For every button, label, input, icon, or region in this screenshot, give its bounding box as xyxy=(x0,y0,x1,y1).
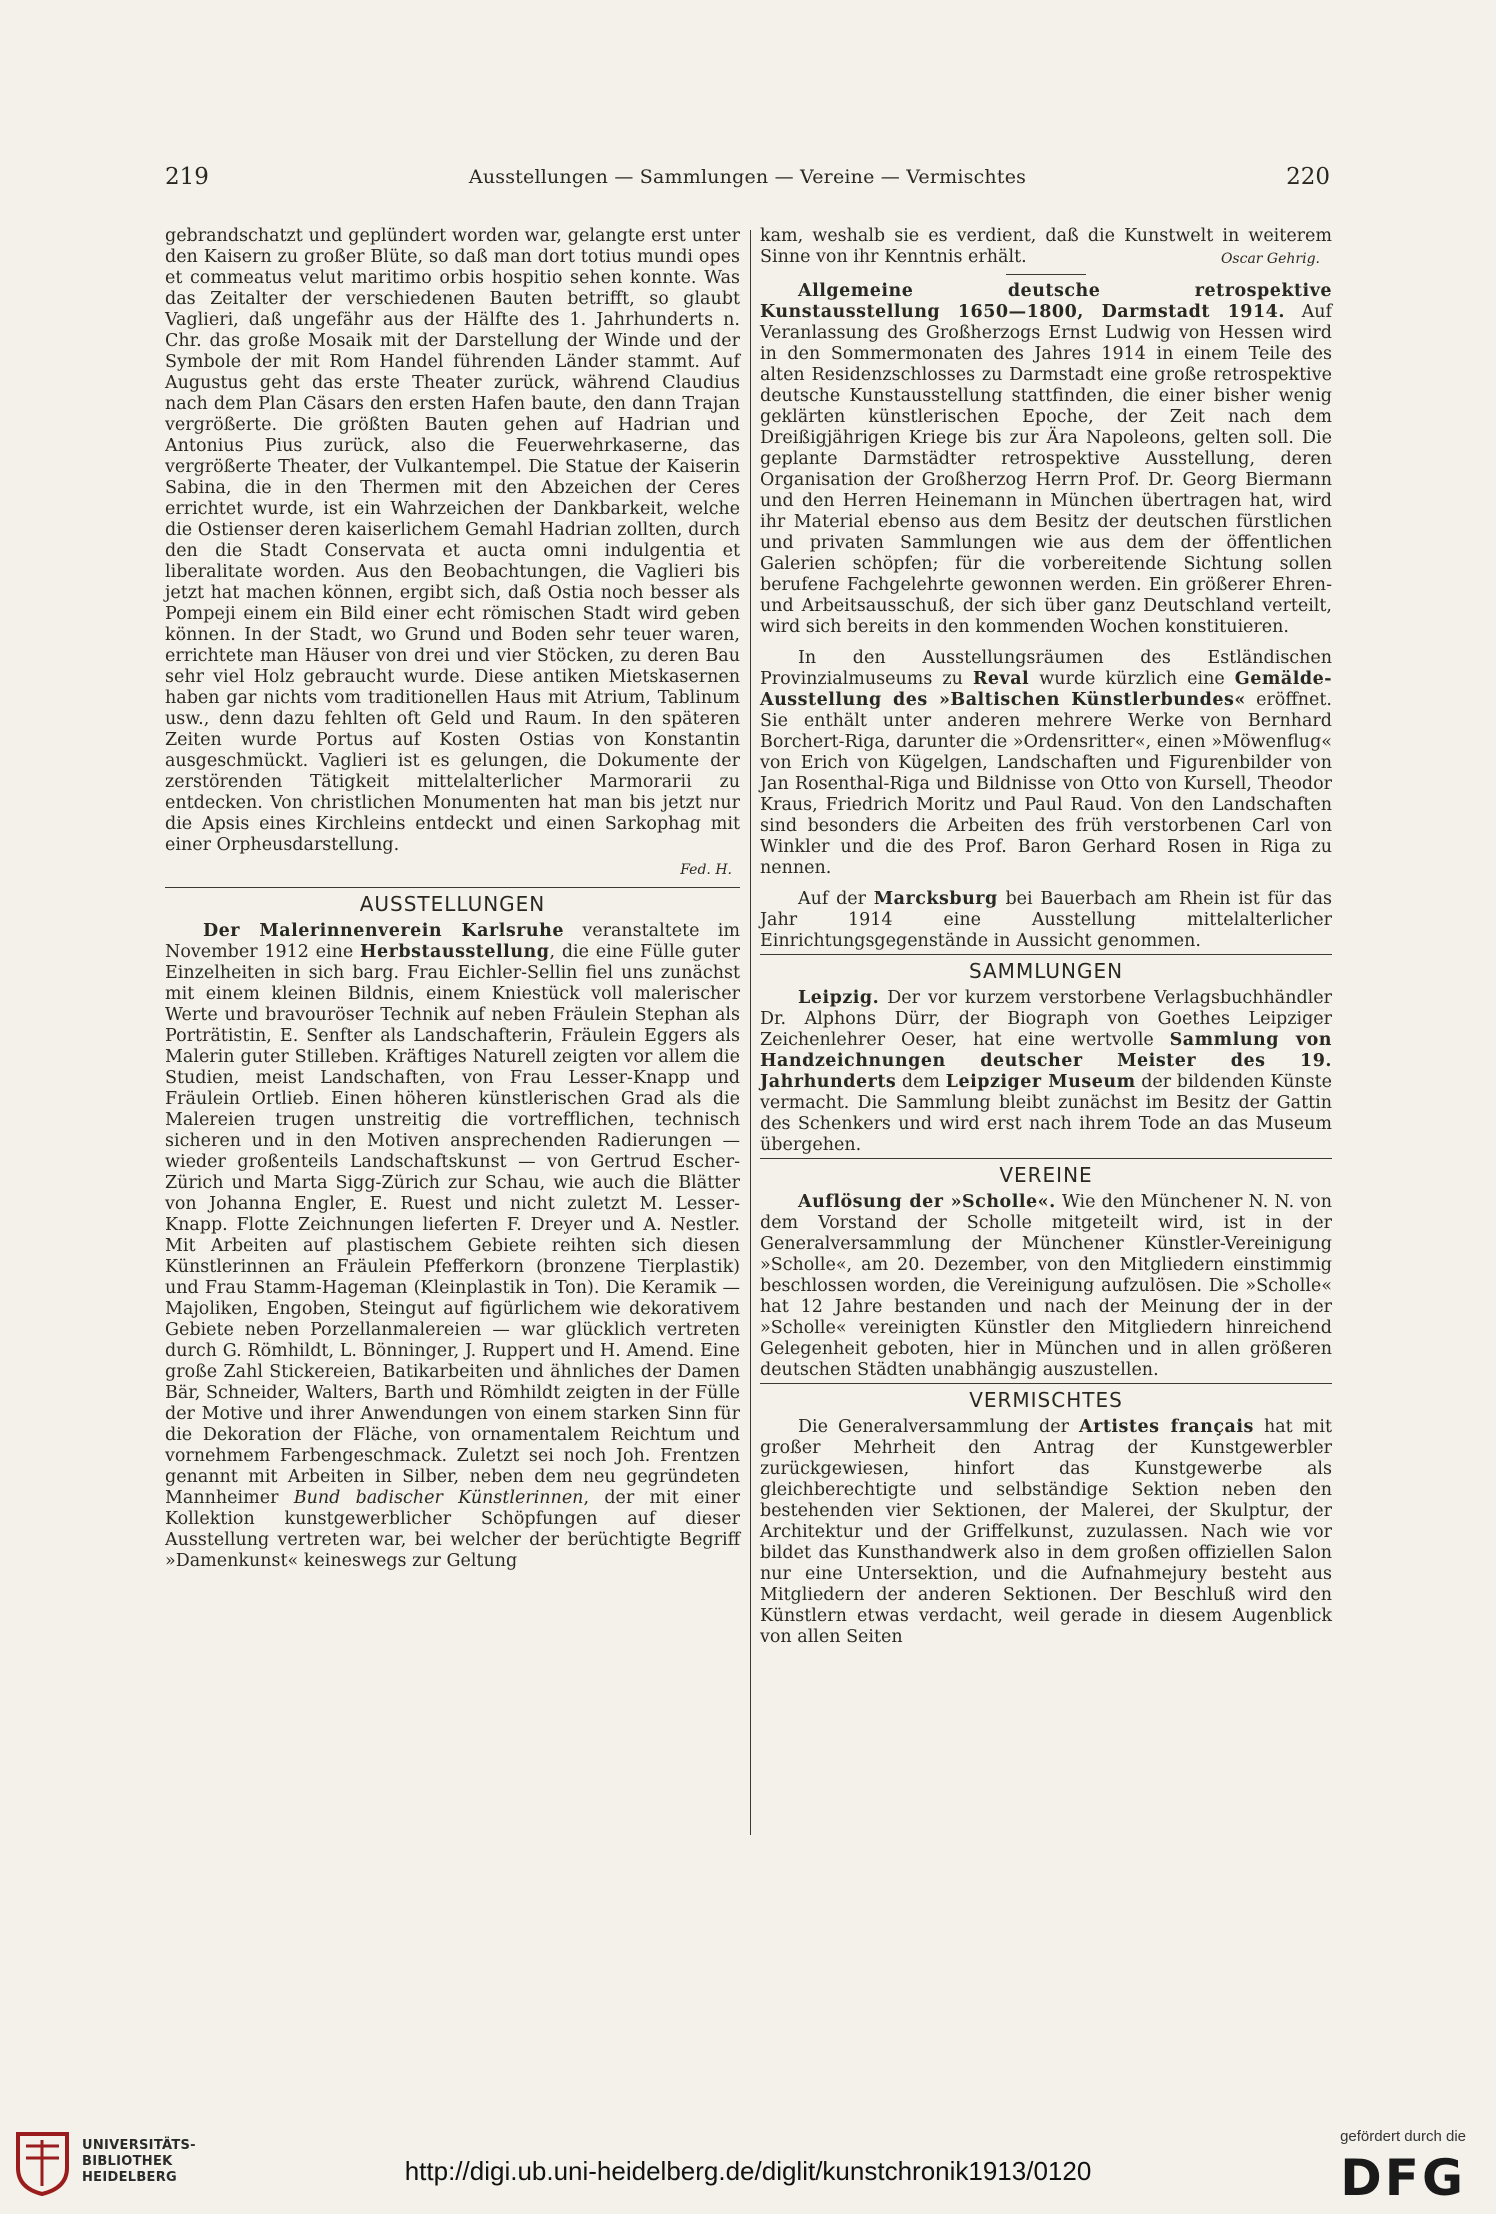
section-rule xyxy=(760,954,1332,955)
section-heading-ausstellungen: AUSSTELLUNGEN xyxy=(359,892,546,916)
page-number-right: 220 xyxy=(1286,164,1330,190)
darmstadt-paragraph xyxy=(760,281,1332,638)
scholle-paragraph xyxy=(760,1192,1332,1381)
text-span: wurde kürzlich eine xyxy=(1029,669,1235,689)
text-span: hat mit großer Mehrheit den Antrag der Kunstgewerbler zurückgewiesen, hinfort das Kunstgewerbe als gleichberechtigte und selbständige Sektion neben den bestehenden vier Sektionen, der Malerei, der Skulptur, der Architektur und der Griffelkunst, zuzulassen. Nach wie vor bildet das Kunsthandwerk also in dem großen offiziellen Salon nur eine Untersektion, und die Aufnahmejury besteht aus Mitgliedern der anderen Sektionen. Der Beschluß wird den Künstlern etwas verdacht, weil gerade in diesem Augenblick von allen Seiten xyxy=(760,1417,1332,1647)
uni-line-2: BIBLIOTHEK xyxy=(82,2154,173,2169)
text-span: bei Bauerbach am Rhein ist für das Jahr 1914 eine Ausstellung mittelalterlicher Einrichtungsgegenstände in Aussicht genommen. xyxy=(760,889,1332,951)
artistes-paragraph xyxy=(760,1417,1332,1648)
text-span: , die eine Fülle guter Einzelheiten in sich barg. Frau Eichler-Sellin fiel uns zunächst mit einem kleinen Bildnis, einem Kniestück voll malerischer Werte und bravouröser Technik auf neben Fräulein Stephan als Porträtistin, E. Senfter als Landschafterin, Fräulein Eggers als Malerin guter Stilleben. Kräftiges Naturell zeigten vor allem die Studien, meist Landschaften, von Frau Lesser-Knapp und Fräulein Ortlieb. Einen höheren künstlerischen Grad als die Malereien trugen unstreitig die vortrefflichen, technisch sicheren und in den Motiven ansprechenden Radierungen — wieder großenteils Landschaftskunst — von Gertrud Escher-Zürich und Marta Sigg-Zürich zur Schau, wie auch die Blätter von Johanna Engler, E. Ruest und nicht zuletzt M. Lesser-Knapp. Flotte Zeichnungen lieferten F. Dreyer und A. Nestler. Mit Arbeiten auf plastischem Gebiete reihten sich diesen Künstlerinnen an Fräulein Pfefferkorn (bronzene Tierplastik) und Frau Stamm-Hageman (Kleinplastik in Ton). Die Keramik — Majoliken, Engoben, Steingut auf figürlichem wie dekorativem Gebiete neben Porzellanmalereien — war glücklich vertreten durch G. Römhildt, L. Bönninger, J. Ruppert und H. Amend. Eine große Zahl Stickereien, Batikarbeiten und ähnliches der Damen Bär, Schneider, Walters, Barth und Römhildt zeigten in der Fülle der Motive und ihrer Anwendungen von einem starken Sinn für die Dekoration der Fläche, von ornamentalem Reichtum und vornehmem Farbengeschmack. Zuletzt sei noch Joh. Frentzen genannt mit Arbeiten in Silber, neben dem neu gegründeten Mannheimer xyxy=(165,942,740,1508)
section-heading-vermischtes: VERMISCHTES xyxy=(969,1388,1123,1412)
bold-scholle: Auflösung der »Scholle«. xyxy=(798,1192,1056,1212)
running-head-title: Ausstellungen — Sammlungen — Vereine — Vermischtes xyxy=(468,166,1027,188)
right-column xyxy=(760,226,1332,1648)
dfg-logo: DFG xyxy=(1340,2149,1466,2207)
uni-line-1: UNIVERSITÄTS- xyxy=(82,2138,196,2153)
text-span: veranstaltete im November 1912 eine xyxy=(165,921,740,962)
text-span: Auf Veranlassung des Großherzogs Ernst Ludwig von Hessen wird in den Sommermonaten des Jahres 1914 in einem Teile des alten Residenzschlosses zu Darmstadt eine große retrospektive deutsche Kunstausstellung stattfinden, die einer bisher wenig geklärten künstlerischen Epoche, der Zeit nach dem Dreißigjährigen Kriege bis zur Ära Napoleons, gelten soll. Die geplante Darmstädter retrospektive Ausstellung, deren Organisation der Großherzog Herrn Prof. Dr. Georg Biermann und den Herren Heinemann in München übertragen hat, wird ihr Material ebenso aus dem Besitz der deutschen fürstlichen und privaten Sammlungen wie aus dem der öffentlichen Galerien schöpfen; für die vorbereitende Sichtung sollen berufene Fachgelehrte gewonnen werden. Ein größerer Ehren- und Arbeitsausschuß, der sich über ganz Deutschland verteilt, wird sich bereits in den kommenden Wochen konstituieren. xyxy=(760,302,1332,637)
bold-marcksburg: Marcksburg xyxy=(873,889,998,909)
section-rule xyxy=(165,887,740,888)
text-span: Wie den Münchener N. N. von dem Vorstand der Scholle mitgeteilt wird, ist in der Generalversammlung der Münchener Künstler-Vereinigung »Scholle«, am 20. Dezember, von den Mitgliedern einstimmig beschlossen worden, die Vereinigung aufzulösen. Die »Scholle« hat 12 Jahre bestanden und nach der Meinung der in der »Scholle« vereinigten Künstler den Mitgliedern hinreichend Gelegenheit geboten, hier in München und in allen größeren deutschen Städten unabhängig auszustellen. xyxy=(760,1192,1332,1380)
bold-sammlung: Sammlung von Handzeichnungen deutscher Meister des 19. Jahrhunderts xyxy=(760,1030,1333,1092)
bold-leipzig: Leipzig. xyxy=(798,988,880,1008)
digitization-footer xyxy=(0,2128,1496,2214)
italic-bund: Bund badischer Künstlerinnen xyxy=(293,1488,584,1508)
paragraph-gap xyxy=(760,638,1332,648)
signature-oscar-gehrig: Oscar Gehrig. xyxy=(1220,251,1320,267)
short-rule xyxy=(1006,274,1086,275)
leipzig-paragraph xyxy=(760,988,1332,1156)
bold-malerinnenverein: Der Malerinnenverein Karlsruhe xyxy=(203,921,565,941)
bold-gemaelde-ausstellung: Gemälde-Ausstellung des »Baltischen Künstlerbundes« xyxy=(760,669,1332,710)
section-rule xyxy=(760,1158,1332,1159)
text-span: der bildenden Künste vermacht. Die Sammlung bleibt zunächst im Besitz der Gattin des Schenkers und wird erst nach ihrem Tode an das Museum übergehen. xyxy=(760,1072,1333,1155)
left-column xyxy=(165,226,740,1572)
continuation-paragraph xyxy=(760,226,1332,268)
running-head xyxy=(165,164,1330,204)
reval-paragraph xyxy=(760,648,1332,879)
marcksburg-paragraph xyxy=(760,889,1332,952)
text-span: Die Generalversammlung der xyxy=(798,1417,1080,1437)
paragraph-gap xyxy=(760,879,1332,889)
bold-reval: Reval xyxy=(972,669,1030,689)
text-span: In den Ausstellungsräumen des Estländischen Provinzialmuseums zu xyxy=(760,648,1332,689)
text-span: kam, weshalb sie es verdient, daß die Kunstwelt in weiterem Sinne von ihr Kenntnis erhält. xyxy=(760,226,1332,267)
ostia-paragraph: gebrandschatzt und geplündert worden war, gelangte erst unter den Kaisern zu großer Blüte, so daß man dort totius mundi opes et commeatus velut maritimo orbis hospitio sehen konnte. Was das Zeitalter der verschiedenen Bauten betrifft, so glaubt Vaglieri, daß ungefähr aus der Hälfte des 1. Jahrhunderts n. Chr. das große Mosaik mit der Darstellung der Winde und der Symbole der mit Rom Handel führenden Länder stammt. Auf Augustus geht das erste Theater zurück, während Claudius nach dem Plan Cäsars den ersten Hafen baute, den dann Trajan vergrößerte. Die größten Bauten gehen auf Hadrian und Antonius Pius zurück, also die Feuerwehrkaserne, das vergrößerte Theater, der Vulkantempel. Die Statue der Kaiserin Sabina, die in den Thermen mit den Abzeichen der Ceres errichtet wurde, ist ein Wahrzeichen der Dankbarkeit, welche die Ostienser deren kaiserlichem Gemahl Hadrian zollten, durch den die Stadt Conservata et aucta omni indulgentia et liberalitate worden. Aus den Beobachtungen, die Vaglieri bis jetzt hat machen können, ergibt sich, daß Ostia noch besser als Pompeji einem ein Bild einer echt römischen Stadt wird geben können. In der Stadt, wo Grund und Boden sehr teuer waren, errichtete man Häuser von drei und vier Stöcken, zu deren Bau sehr viel Holz gebraucht wurde. Diese antiken Mietskasernen haben gar nichts vom traditionellen Haus mit Atrium, Tablinum usw., denn dazu fehlten oft Geld und Raum. In den späteren Zeiten wurde Portus auf Kosten Ostias von Konstantin ausgeschmückt. Vaglieri ist es gelungen, die Dokumente der zerstörenden Tätigkeit mittelalterlicher Marmorarii zu entdecken. Von christlichen Monumenten hat man bis jetzt nur die Apsis eines Kirchleins entdeckt und einen Sarkophag mit einer Orpheusdarstellung. xyxy=(165,226,740,855)
uni-line-3: HEIDELBERG xyxy=(82,2170,178,2185)
text-span: dem xyxy=(896,1072,946,1092)
bold-darmstadt: Allgemeine deutsche retrospektive Kunstausstellung 1650—1800, Darmstadt 1914. xyxy=(760,281,1332,322)
signature-fed-h: Fed. H. xyxy=(680,862,732,878)
sponsored-by-label: gefördert durch die xyxy=(1340,2128,1466,2145)
column-divider xyxy=(750,230,751,1835)
bold-leipziger-museum: Leipziger Museum xyxy=(945,1072,1136,1092)
permalink-url[interactable]: http://digi.ub.uni-heidelberg.de/diglit/kunstchronik1913/0120 xyxy=(404,2156,1092,2186)
bold-artistes-francais: Artistes français xyxy=(1079,1417,1254,1437)
text-span: , der mit einer Kollektion kunstgewerblicher Schöpfungen auf dieser Ausstellung vertreten war, bei welcher der berüchtigte Begriff »Damenkunst« keineswegs zur Geltung xyxy=(165,1488,740,1571)
page-number-left: 219 xyxy=(165,164,209,190)
text-span: eröffnet. Sie enthält unter anderen mehrere Werke von Bernhard Borchert-Riga, darunter die »Ordensritter«, einen »Möwenflug« von Erich von Kügelgen, Landschaften und Figurenbilder von Jan Rosenthal-Riga und Bildnisse von Otto von Kursell, Theodor Kraus, Friedrich Moritz und Paul Raud. Von den Landschaften sind besonders die Arbeiten des früh verstorbenen Carl von Winkler und die des Prof. Baron Gerhard Rosen in Riga zu nennen. xyxy=(760,690,1332,878)
section-rule xyxy=(760,1383,1332,1384)
bold-herbstausstellung: Herbstausstellung xyxy=(359,942,550,962)
section-heading-sammlungen: SAMMLUNGEN xyxy=(968,959,1124,983)
text-span: Auf der xyxy=(798,889,874,909)
malerinnenverein-paragraph xyxy=(165,921,740,1572)
text-span: Der vor kurzem verstorbene Verlagsbuchhändler Dr. Alphons Dürr, der Biograph von Goethes Leipziger Zeichenlehrer Oeser, hat eine wertvolle xyxy=(760,988,1332,1050)
section-heading-vereine: VEREINE xyxy=(999,1163,1093,1187)
